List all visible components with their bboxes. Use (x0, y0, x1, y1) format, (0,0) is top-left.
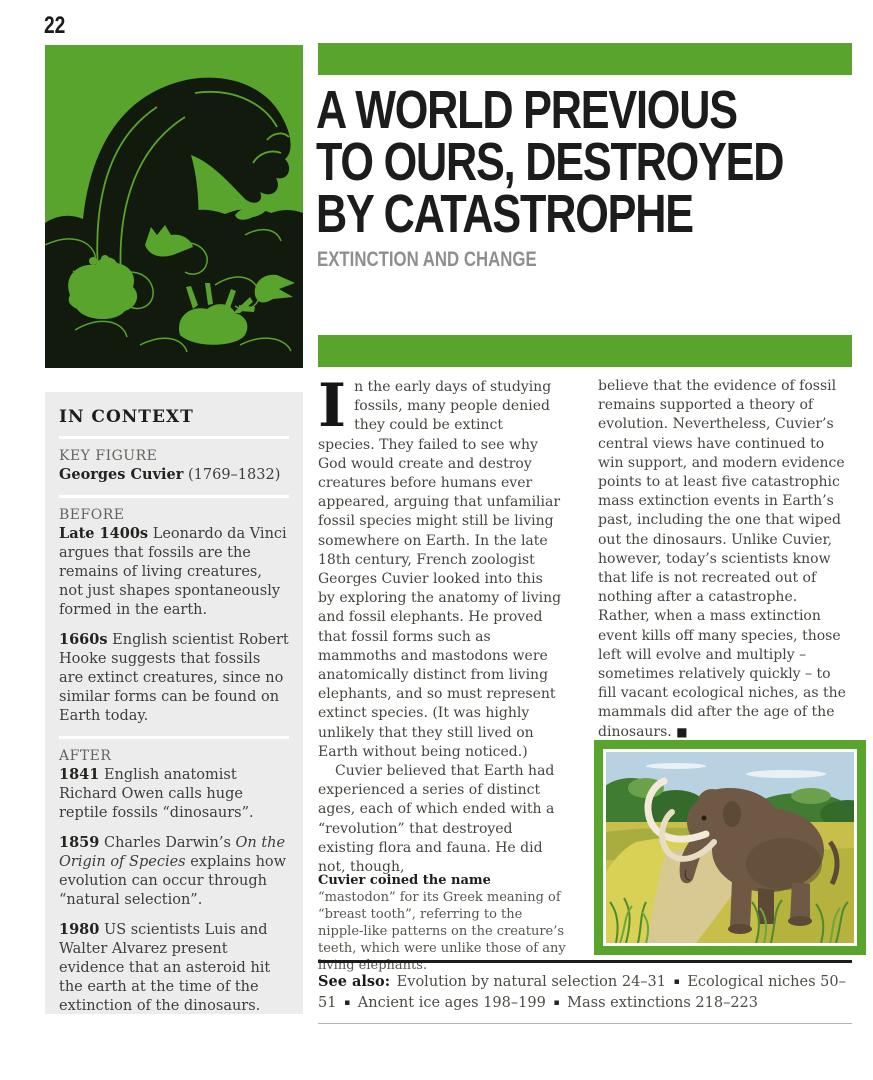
mastodon-image-svg (606, 752, 854, 943)
before-label: BEFORE (59, 507, 125, 523)
caption-text: “mastodon” for its Greek meaning of “breast tooth”, referring to the nipple-like patterns on the creature’s teeth, which were unlike those of any living elephants. (318, 890, 566, 973)
body-paragraph-3 (598, 377, 850, 742)
see-also-section (318, 960, 852, 1024)
timeline-entry (59, 765, 289, 823)
wave-illustration-svg (45, 45, 303, 368)
caption-lead: Cuvier coined the name (318, 873, 491, 888)
sidebar-divider (59, 495, 289, 498)
title-line-3: BY CATASTROPHE (316, 184, 693, 244)
bottom-rule (318, 1023, 852, 1024)
see-also-label: See also: (318, 973, 391, 990)
entry-book-title: On the Origin of Species (59, 835, 286, 870)
top-green-bar (318, 43, 852, 75)
key-figure-label: KEY FIGURE (59, 448, 158, 464)
sidebar-divider (59, 736, 289, 739)
mastodon-image (594, 740, 866, 955)
entry-text: English scientist Robert Hooke suggests that fossils are extinct creatures, since no similar forms can be found on Earth today. (59, 632, 289, 724)
timeline-entry (59, 833, 289, 910)
article-subtitle: EXTINCTION AND CHANGE (317, 248, 537, 271)
entry-text: US scientists Luis and Walter Alvarez present evidence that an asteroid hit the earth at the time of the extinction of the dinosaurs. (59, 922, 271, 1014)
entry-text: Charles Darwin’s (103, 835, 231, 851)
body-column-2 (598, 377, 850, 742)
body-paragraph-2: Cuvier believed that Earth had experienced a series of distinct ages, each of which ended with a “revolution” that destroyed existing flora and fauna. He did not, though, (318, 763, 555, 876)
entry-year: 1859 (59, 834, 100, 851)
entry-year: Late 1400s (59, 525, 149, 542)
end-of-article-marker: ■ (676, 724, 688, 739)
timeline-entry (59, 524, 289, 620)
see-also-text (318, 971, 852, 1014)
wave-illustration (45, 45, 303, 368)
body-paragraph-1 (318, 371, 562, 762)
key-figure (59, 465, 289, 485)
see-also-item: Mass extinctions 218–223 (567, 995, 759, 1011)
bullet-separator: ▪ (553, 998, 560, 1008)
entry-year: 1980 (59, 921, 100, 938)
paragraph-text: n the early days of studying fossils, many people denied they could be extinct species. They failed to see why God would create and destroy creatures before humans ever appeared, arguing that unfamiliar fossil species might still be living somewhere on Earth. In the late 18th century, French zoologist Georges Cuvier looked into this by exploring the anatomy of living and fossil elephants. He proved that fossil forms such as mammoths and mastodons were anatomically distinct from living elephants, and so must represent extinct species. (It was highly unlikely that they still lived on Earth without being noticed.) (318, 379, 562, 760)
see-also-item: Evolution by natural selection 24–31 (396, 974, 667, 990)
after-label: AFTER (59, 748, 112, 764)
see-also-item: Ancient ice ages 198–199 (357, 995, 546, 1011)
sidebar-title: IN CONTEXT (59, 407, 194, 427)
page-number: 22 (44, 12, 66, 39)
image-caption (318, 872, 570, 974)
title-line-2: TO OURS, DESTROYED (316, 132, 784, 192)
entry-text: explains how evolution can occur through “natural selection”. (59, 854, 287, 908)
timeline-entry (59, 920, 289, 1016)
bullet-separator: ▪ (344, 998, 351, 1008)
entry-year: 1841 (59, 766, 100, 783)
in-context-sidebar (45, 392, 303, 1014)
key-figure-name: Georges Cuvier (59, 466, 184, 483)
timeline-entry (59, 630, 289, 726)
article-title (316, 80, 873, 244)
title-line-1: A WORLD PREVIOUS (316, 80, 737, 140)
see-also-item: Ecological niches 50–51 (318, 974, 846, 1011)
sidebar-divider (59, 436, 289, 439)
key-figure-dates: (1769–1832) (188, 467, 281, 483)
body-column-1 (318, 371, 562, 877)
entry-text: Leonardo da Vinci argues that fossils are the remains of living creatures, not just shapes spontaneously formed in the earth. (59, 526, 287, 618)
paragraph-text: believe that the evidence of fossil remains supported a theory of evolution. Nevertheless, Cuvier’s central views have continued to win support, and modern evidence points to at least five catastrophic mass extinction events in Earth’s past, including the one that wiped out the dinosaurs. Unlike Cuvier, however, today’s scientists know that life is not recreated out of nothing after a catastrophe. Rather, when a mass extinction event kills off many species, those left will evolve and multiply – sometimes relatively quickly – to fill vacant ecological niches, as the mammals did after the age of the dinosaurs. (598, 378, 846, 740)
lower-green-bar (318, 335, 852, 367)
entry-text: English anatomist Richard Owen calls huge reptile fossils “dinosaurs”. (59, 767, 254, 821)
drop-cap: I (318, 371, 347, 441)
entry-year: 1660s (59, 631, 108, 648)
bullet-separator: ▪ (673, 977, 680, 987)
